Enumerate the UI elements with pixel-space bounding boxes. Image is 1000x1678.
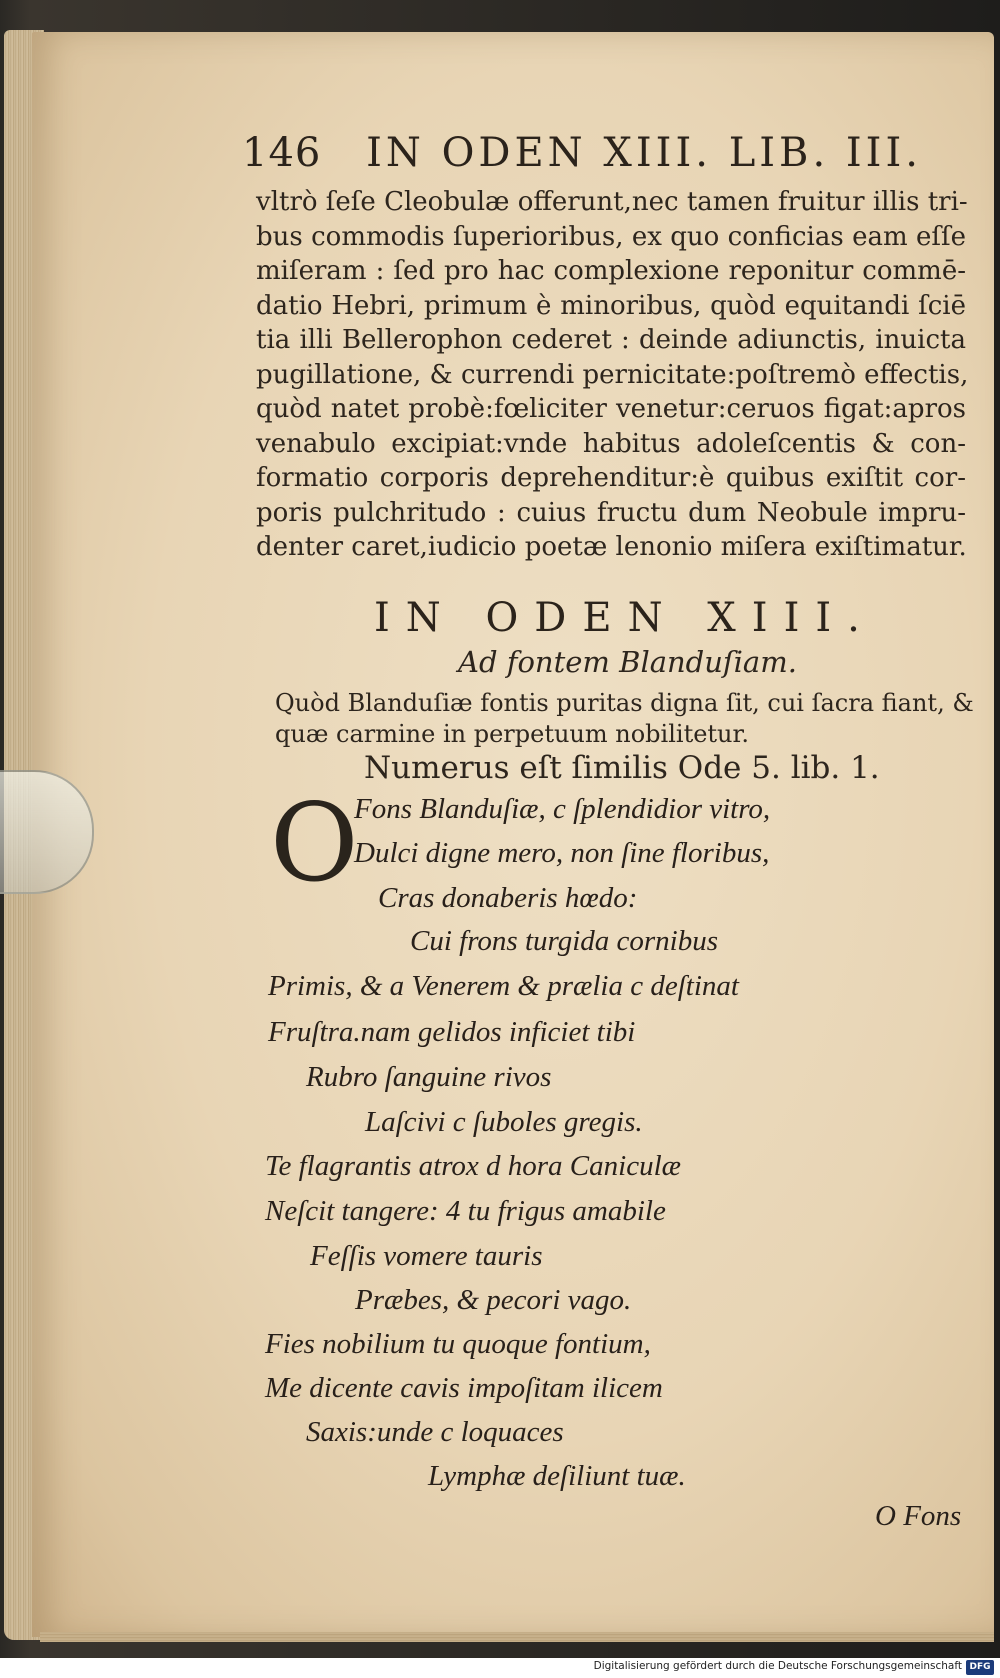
poem-line: Laſcivi c ſuboles gregis. bbox=[365, 1106, 643, 1138]
prose-line: vltrò ſeſe Cleobulæ offerunt,nec tamen fruitur illis tri- bbox=[256, 187, 968, 217]
prose-line: datio Hebri, primum è minoribus, quòd equitandi ſciē bbox=[256, 290, 966, 321]
running-header bbox=[242, 130, 922, 176]
poem-line: Rubro ſanguine rivos bbox=[306, 1061, 552, 1093]
poem-line: Fons Blanduſiæ, c ſplendidior vitro, bbox=[354, 793, 771, 825]
prose-line: pugillatione, & currendi pernicitate:poſtremò effectis, bbox=[256, 359, 969, 390]
prose-line: formatio corporis deprehenditur:è quibus exiſtit cor- bbox=[256, 463, 966, 493]
poem-line: Saxis:unde c loquaces bbox=[306, 1416, 564, 1448]
page-bottom-edge bbox=[40, 1632, 994, 1642]
poem-line: Præbes, & pecori vago. bbox=[355, 1284, 632, 1316]
poem-line: Primis, & a Venerem & prælia c deſtinat bbox=[268, 970, 739, 1002]
poem-line: Fies nobilium tu quoque fontium, bbox=[265, 1328, 651, 1360]
prose-line: tia illi Bellerophon cederet : deinde adiunctis, inuicta bbox=[256, 325, 966, 355]
poem-line: Dulci digne mero, non ſine floribus, bbox=[354, 837, 770, 869]
poem-line: Lymphæ deſiliunt tuæ. bbox=[428, 1460, 686, 1492]
commentary-text bbox=[256, 185, 969, 565]
poem-line: Cras donaberis hœdo: bbox=[378, 882, 638, 914]
poem-line: Te flagrantis atrox d hora Caniculæ bbox=[265, 1150, 681, 1182]
prose-line: bus commodis ſuperioribus, ex quo conficias eam eſſe bbox=[256, 221, 966, 252]
poem-line: Fruſtra.nam gelidos inficiet tibi bbox=[268, 1016, 636, 1048]
poem-line: Me dicente cavis impoſitam ilicem bbox=[265, 1372, 663, 1404]
dfg-logo-icon: DFG bbox=[966, 1660, 994, 1675]
argument-line: quæ carmine in perpetuum nobilitetur. bbox=[275, 720, 749, 748]
section-title: IN ODEN XIII. bbox=[374, 595, 876, 641]
prose-line: quòd natet probè:fœliciter venetur:ceruos figat:apros bbox=[256, 394, 966, 424]
running-title: IN ODEN XIII. LIB. III. bbox=[366, 130, 922, 176]
poem-line: Feſſis vomere tauris bbox=[310, 1240, 543, 1272]
poem-line: Neſcit tangere: 4 tu frigus amabile bbox=[265, 1195, 666, 1227]
digitization-credit: Digitalisierung gefördert durch die Deutsche Forschungsgemeinschaft bbox=[593, 1660, 962, 1672]
prose-line: venabulo excipiat:vnde habitus adoleſcentis & con- bbox=[256, 428, 966, 459]
argument-line: Quòd Blanduſiæ fontis puritas digna ſit, cui ſacra fiant, & bbox=[275, 689, 974, 717]
meter-note: Numerus eſt ſimilis Ode 5. lib. 1. bbox=[364, 750, 880, 786]
prose-line: miſeram : ſed pro hac complexione reponitur commē- bbox=[256, 256, 966, 286]
page-number: 146 bbox=[242, 130, 322, 176]
prose-line: poris pulchritudo : cuius fructu dum Neobule impru- bbox=[256, 497, 966, 528]
poem-line: Cui frons turgida cornibus bbox=[410, 925, 719, 957]
ode-dedication: Ad fontem Blanduſiam. bbox=[458, 645, 797, 679]
drop-cap: O bbox=[270, 781, 359, 906]
prose-line: denter caret,iudicio poetæ lenonio miſera exiſtimatur. bbox=[256, 532, 967, 562]
ode-argument bbox=[275, 688, 974, 750]
catchword: O Fons bbox=[875, 1500, 962, 1532]
